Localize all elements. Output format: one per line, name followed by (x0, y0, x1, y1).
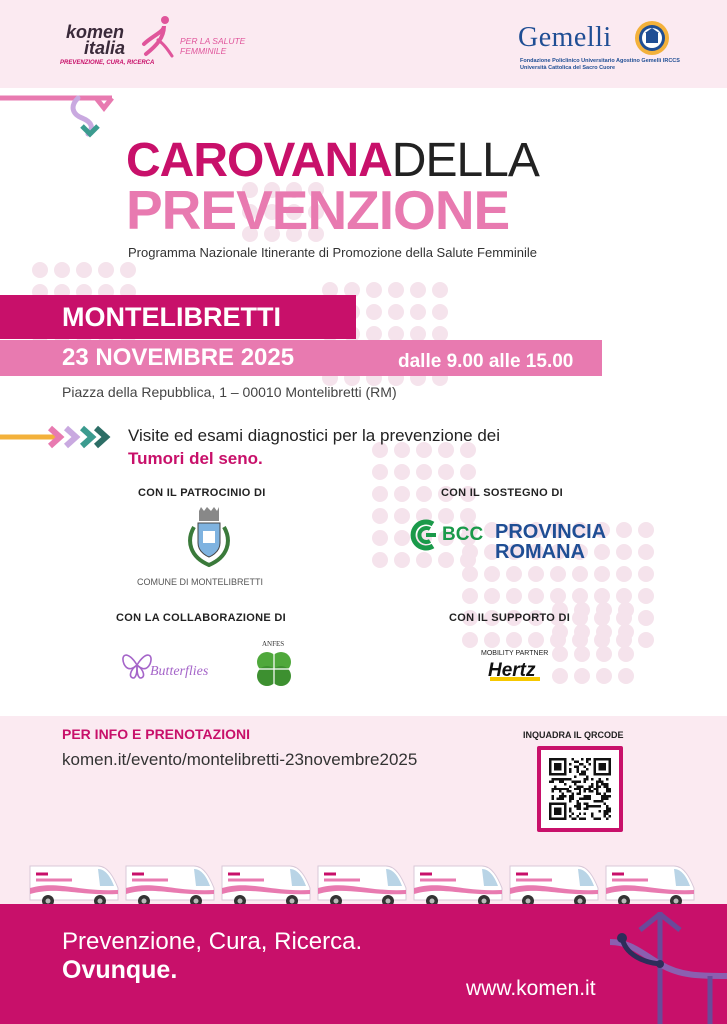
pink-ribbon-icon (138, 14, 178, 58)
qr-code-icon (549, 758, 611, 820)
patrocinio-label: CON IL PATROCINIO DI (138, 487, 266, 499)
komen-tagline-bottom: PREVENZIONE, CURA, RICERCA (60, 60, 155, 66)
komen-italia-logo (60, 14, 256, 70)
provincia-romana-text: PROVINCIA ROMANA (495, 521, 607, 563)
subtitle: Programma Nazionale Itinerante di Promozione della Salute Femminile (128, 245, 537, 260)
butterflies-text: Butterflies (150, 664, 209, 679)
hertz-logo: Hertz (488, 660, 536, 681)
event-address: Piazza della Repubblica, 1 – 00010 Montelibretti (RM) (62, 384, 397, 400)
decorative-ribbon-icon (600, 912, 727, 1024)
mobility-partner-label: MOBILITY PARTNER (481, 650, 549, 657)
gemelli-subtitle: Fondazione Policlinico Universitario Agostino Gemelli IRCCS Università Cattolica del Sacro Cuore (520, 58, 680, 71)
university-seal-icon (634, 20, 670, 56)
comune-label: COMUNE DI MONTELIBRETTI (137, 577, 264, 587)
komen-tagline-right: PER LA SALUTE FEMMINILE (180, 36, 246, 56)
van-icon (222, 866, 310, 907)
supporto-label: CON IL SUPPORTO DI (449, 612, 571, 624)
van-icon (126, 866, 214, 907)
event-date: 23 NOVEMBRE 2025 (62, 344, 295, 371)
gemelli-logo (518, 18, 708, 78)
title-line-1: CAROVANADELLA (126, 134, 539, 187)
qr-label: INQUADRA IL QRCODE (523, 730, 624, 740)
title-line-2: PREVENZIONE (126, 179, 510, 241)
bcc-logo (406, 518, 492, 552)
komen-wordmark: komen italia (66, 22, 126, 58)
butterfly-icon (120, 650, 154, 680)
van-icon (414, 866, 502, 907)
footer-slogan-strong: Ovunque. (62, 956, 178, 984)
info-url-link[interactable]: komen.it/evento/montelibretti-23novembre2025 (62, 750, 418, 769)
info-title: PER INFO E PRENOTAZIONI (62, 726, 250, 742)
event-hours: dalle 9.00 alle 15.00 (398, 351, 574, 372)
footer-slogan: Prevenzione, Cura, Ricerca. (62, 928, 363, 955)
bcc-mark-icon (406, 518, 440, 552)
arrows-icon (0, 424, 112, 450)
gemelli-wordmark: Gemelli (518, 22, 612, 53)
qr-code-frame[interactable] (537, 746, 623, 832)
services-line-2: Tumori del seno. (128, 449, 263, 468)
van-row-illustration (28, 858, 718, 910)
services-line-1: Visite ed esami diagnostici per la prevenzione dei (128, 426, 501, 445)
bcc-text: BCC (442, 524, 484, 545)
coat-of-arms-icon (186, 507, 232, 569)
footer-website-link[interactable]: www.komen.it (466, 977, 596, 1000)
decorative-ribbon-icon (0, 92, 130, 142)
event-city: MONTELIBRETTI (62, 302, 281, 332)
van-icon (318, 866, 406, 907)
anfes-text: ANFES (262, 640, 285, 648)
clover-icon (252, 649, 296, 691)
collaborazione-label: CON LA COLLABORAZIONE DI (116, 612, 286, 624)
sostegno-label: CON IL SOSTEGNO DI (441, 487, 563, 499)
van-icon (510, 866, 598, 907)
butterflies-logo (120, 648, 216, 686)
van-icon (30, 866, 118, 907)
van-icon (606, 866, 694, 907)
